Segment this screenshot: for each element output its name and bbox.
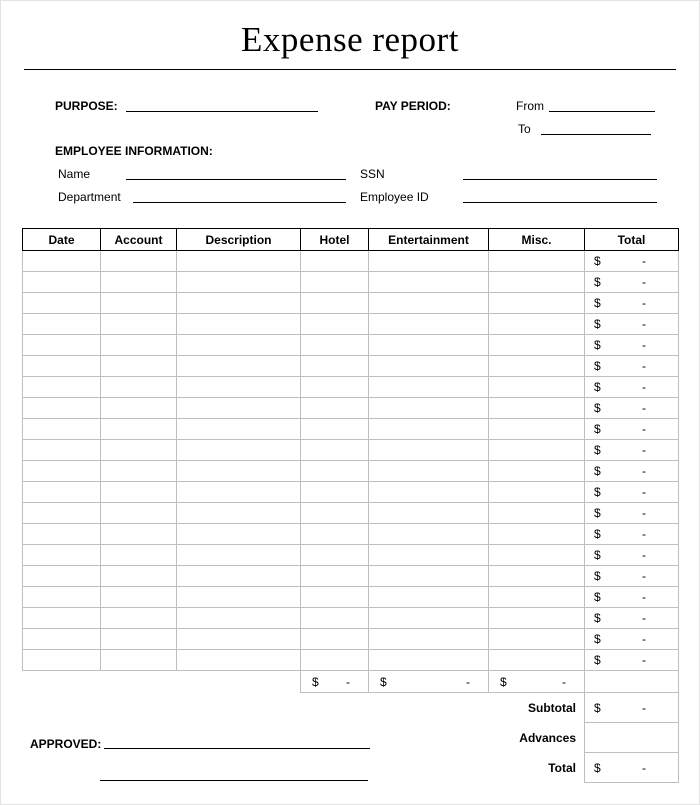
expense-row	[23, 566, 679, 587]
row-total-amount: -	[642, 401, 646, 415]
row-total-amount: -	[642, 653, 646, 667]
table-header-row	[23, 229, 679, 251]
expense-entry-cell[interactable]	[177, 587, 301, 608]
entertainment-total-cell	[369, 671, 489, 693]
subtotal-label: Subtotal	[528, 700, 576, 715]
department-label: Department	[58, 190, 121, 204]
expense-entry-cell[interactable]	[369, 377, 489, 398]
ssn-field[interactable]	[463, 164, 657, 180]
currency-symbol: $	[594, 700, 601, 715]
expense-entry-cell[interactable]	[177, 356, 301, 377]
expense-row	[23, 587, 679, 608]
row-total-cell	[585, 545, 679, 566]
expense-entry-cell[interactable]	[301, 503, 369, 524]
expense-entry-cell[interactable]	[489, 461, 585, 482]
expense-entry-cell[interactable]	[23, 608, 101, 629]
expense-entry-cell[interactable]	[301, 482, 369, 503]
expense-entry-cell[interactable]	[177, 377, 301, 398]
expense-entry-cell[interactable]	[101, 482, 177, 503]
currency-symbol: $	[594, 401, 601, 415]
row-total-cell	[585, 650, 679, 671]
expense-entry-cell[interactable]	[101, 524, 177, 545]
expense-entry-cell[interactable]	[489, 314, 585, 335]
expense-entry-cell[interactable]	[177, 461, 301, 482]
row-total-cell	[585, 482, 679, 503]
expense-entry-cell[interactable]	[369, 587, 489, 608]
expense-entry-cell[interactable]	[23, 272, 101, 293]
expense-entry-cell[interactable]	[489, 440, 585, 461]
expense-row	[23, 293, 679, 314]
employee-info-label: EMPLOYEE INFORMATION:	[55, 144, 213, 158]
approved-signature-field[interactable]	[104, 733, 370, 749]
expense-entry-cell[interactable]	[177, 524, 301, 545]
to-label: To	[518, 122, 531, 136]
subtotal-amount: -	[642, 700, 646, 715]
expense-entry-cell[interactable]	[23, 293, 101, 314]
subtotal-row	[23, 693, 679, 723]
row-total-amount: -	[642, 275, 646, 289]
grand-total-label: Total	[548, 760, 576, 775]
expense-entry-cell[interactable]	[301, 272, 369, 293]
currency-symbol: $	[312, 674, 319, 689]
expense-entry-cell[interactable]	[177, 503, 301, 524]
expense-entry-cell[interactable]	[301, 293, 369, 314]
currency-symbol: $	[594, 443, 601, 457]
row-total-cell	[585, 293, 679, 314]
expense-entry-cell[interactable]	[369, 524, 489, 545]
expense-entry-cell[interactable]	[369, 608, 489, 629]
expense-entry-cell[interactable]	[489, 650, 585, 671]
row-total-cell	[585, 335, 679, 356]
expense-entry-cell[interactable]	[301, 587, 369, 608]
expense-entry-cell[interactable]	[101, 545, 177, 566]
expense-entry-cell[interactable]	[489, 482, 585, 503]
row-total-amount: -	[642, 317, 646, 331]
expense-table-body	[23, 251, 679, 671]
expense-row	[23, 545, 679, 566]
expense-entry-cell[interactable]	[101, 293, 177, 314]
department-field[interactable]	[133, 187, 346, 203]
currency-symbol: $	[594, 611, 601, 625]
currency-symbol: $	[594, 380, 601, 394]
expense-row	[23, 251, 679, 272]
row-total-amount: -	[642, 569, 646, 583]
expense-entry-cell[interactable]	[301, 608, 369, 629]
expense-row	[23, 356, 679, 377]
expense-entry-cell[interactable]	[23, 356, 101, 377]
hotel-total-amount: -	[346, 674, 350, 689]
expense-entry-cell[interactable]	[23, 251, 101, 272]
expense-entry-cell[interactable]	[23, 335, 101, 356]
expense-entry-cell[interactable]	[489, 608, 585, 629]
expense-entry-cell[interactable]	[23, 650, 101, 671]
expense-entry-cell[interactable]	[23, 503, 101, 524]
row-total-amount: -	[642, 380, 646, 394]
currency-symbol: $	[594, 485, 601, 499]
expense-entry-cell[interactable]	[489, 356, 585, 377]
row-total-cell	[585, 587, 679, 608]
header-total: Total	[585, 229, 679, 251]
expense-entry-cell[interactable]	[101, 440, 177, 461]
row-total-amount: -	[642, 632, 646, 646]
currency-symbol: $	[594, 464, 601, 478]
row-total-amount: -	[642, 548, 646, 562]
expense-row	[23, 629, 679, 650]
expense-entry-cell[interactable]	[23, 377, 101, 398]
expense-entry-cell[interactable]	[23, 314, 101, 335]
row-total-amount: -	[642, 611, 646, 625]
expense-entry-cell[interactable]	[369, 545, 489, 566]
expense-entry-cell[interactable]	[301, 251, 369, 272]
expense-entry-cell[interactable]	[101, 650, 177, 671]
expense-entry-cell[interactable]	[101, 608, 177, 629]
expense-entry-cell[interactable]	[177, 419, 301, 440]
expense-entry-cell[interactable]	[101, 587, 177, 608]
expense-entry-cell[interactable]	[369, 272, 489, 293]
currency-symbol: $	[594, 527, 601, 541]
expense-row	[23, 608, 679, 629]
expense-entry-cell[interactable]	[23, 398, 101, 419]
expense-entry-cell[interactable]	[301, 335, 369, 356]
row-total-cell	[585, 398, 679, 419]
expense-entry-cell[interactable]	[301, 650, 369, 671]
expense-entry-cell[interactable]	[23, 524, 101, 545]
expense-entry-cell[interactable]	[301, 314, 369, 335]
expense-entry-cell[interactable]	[301, 545, 369, 566]
expense-entry-cell[interactable]	[101, 398, 177, 419]
header-date: Date	[23, 229, 101, 251]
employee-id-label: Employee ID	[360, 190, 429, 204]
expense-entry-cell[interactable]	[369, 461, 489, 482]
row-total-amount: -	[642, 338, 646, 352]
approved-label: APPROVED:	[30, 737, 102, 751]
expense-table	[22, 228, 679, 783]
currency-symbol: $	[594, 296, 601, 310]
expense-entry-cell[interactable]	[177, 566, 301, 587]
expense-entry-cell[interactable]	[489, 293, 585, 314]
row-total-cell	[585, 503, 679, 524]
expense-entry-cell[interactable]	[23, 440, 101, 461]
expense-row	[23, 335, 679, 356]
expense-entry-cell[interactable]	[101, 419, 177, 440]
advances-label: Advances	[519, 730, 576, 745]
expense-entry-cell[interactable]	[177, 650, 301, 671]
expense-entry-cell[interactable]	[101, 503, 177, 524]
expense-entry-cell[interactable]	[101, 377, 177, 398]
expense-row	[23, 461, 679, 482]
subtotal-cell	[585, 693, 679, 723]
row-total-amount: -	[642, 464, 646, 478]
expense-entry-cell[interactable]	[489, 377, 585, 398]
expense-entry-cell[interactable]	[369, 440, 489, 461]
expense-entry-cell[interactable]	[177, 335, 301, 356]
row-total-cell	[585, 251, 679, 272]
row-total-amount: -	[642, 296, 646, 310]
row-total-cell	[585, 461, 679, 482]
misc-total-cell	[489, 671, 585, 693]
column-totals-spacer	[23, 671, 301, 693]
expense-row	[23, 524, 679, 545]
expense-entry-cell[interactable]	[369, 314, 489, 335]
page-title: Expense report	[241, 20, 459, 59]
row-total-cell	[585, 314, 679, 335]
header-description: Description	[177, 229, 301, 251]
expense-entry-cell[interactable]	[489, 629, 585, 650]
row-total-amount: -	[642, 443, 646, 457]
expense-row	[23, 650, 679, 671]
expense-entry-cell[interactable]	[489, 419, 585, 440]
expense-entry-cell[interactable]	[301, 419, 369, 440]
expense-entry-cell[interactable]	[101, 335, 177, 356]
expense-entry-cell[interactable]	[177, 251, 301, 272]
row-total-cell	[585, 419, 679, 440]
expense-entry-cell[interactable]	[369, 356, 489, 377]
currency-symbol: $	[500, 674, 507, 689]
to-field[interactable]	[541, 119, 651, 135]
misc-total-amount: -	[562, 674, 566, 689]
purpose-field[interactable]	[126, 96, 318, 112]
header-account: Account	[101, 229, 177, 251]
grand-total-cell	[585, 753, 679, 783]
expense-entry-cell[interactable]	[369, 251, 489, 272]
ssn-label: SSN	[360, 167, 385, 181]
approved-signature-field-2[interactable]	[100, 765, 368, 781]
row-total-amount: -	[642, 422, 646, 436]
header-misc: Misc.	[489, 229, 585, 251]
expense-entry-cell[interactable]	[301, 398, 369, 419]
currency-symbol: $	[594, 569, 601, 583]
expense-entry-cell[interactable]	[101, 314, 177, 335]
expense-entry-cell[interactable]	[177, 545, 301, 566]
expense-entry-cell[interactable]	[489, 566, 585, 587]
expense-entry-cell[interactable]	[369, 335, 489, 356]
expense-entry-cell[interactable]	[23, 419, 101, 440]
expense-entry-cell[interactable]	[101, 566, 177, 587]
currency-symbol: $	[380, 674, 387, 689]
name-field[interactable]	[126, 164, 346, 180]
expense-entry-cell[interactable]	[369, 293, 489, 314]
expense-entry-cell[interactable]	[177, 440, 301, 461]
expense-entry-cell[interactable]	[101, 629, 177, 650]
expense-row	[23, 419, 679, 440]
hotel-total-cell	[301, 671, 369, 693]
expense-row	[23, 440, 679, 461]
row-total-amount: -	[642, 590, 646, 604]
currency-symbol: $	[594, 506, 601, 520]
expense-row	[23, 272, 679, 293]
expense-entry-cell[interactable]	[301, 440, 369, 461]
row-total-cell	[585, 377, 679, 398]
currency-symbol: $	[594, 422, 601, 436]
expense-entry-cell[interactable]	[101, 251, 177, 272]
expense-entry-cell[interactable]	[23, 566, 101, 587]
currency-symbol: $	[594, 254, 601, 268]
expense-entry-cell[interactable]	[369, 482, 489, 503]
row-total-cell	[585, 566, 679, 587]
row-total-cell	[585, 524, 679, 545]
expense-row	[23, 314, 679, 335]
currency-symbol: $	[594, 653, 601, 667]
row-total-cell	[585, 272, 679, 293]
from-label: From	[516, 99, 544, 113]
expense-entry-cell[interactable]	[489, 587, 585, 608]
column-totals-row	[23, 671, 679, 693]
expense-entry-cell[interactable]	[177, 272, 301, 293]
expense-entry-cell[interactable]	[177, 293, 301, 314]
header-hotel: Hotel	[301, 229, 369, 251]
expense-entry-cell[interactable]	[369, 398, 489, 419]
expense-entry-cell[interactable]	[301, 524, 369, 545]
totals-row-empty-cell	[585, 671, 679, 693]
from-field[interactable]	[549, 96, 655, 112]
currency-symbol: $	[594, 632, 601, 646]
expense-entry-cell[interactable]	[177, 482, 301, 503]
expense-entry-cell[interactable]	[23, 629, 101, 650]
expense-entry-cell[interactable]	[369, 419, 489, 440]
row-total-cell	[585, 608, 679, 629]
header-entertainment: Entertainment	[369, 229, 489, 251]
grand-total-amount: -	[642, 760, 646, 775]
name-label: Name	[58, 167, 91, 181]
expense-entry-cell[interactable]	[101, 461, 177, 482]
expense-entry-cell[interactable]	[177, 629, 301, 650]
expense-row	[23, 398, 679, 419]
expense-entry-cell[interactable]	[369, 650, 489, 671]
currency-symbol: $	[594, 359, 601, 373]
expense-entry-cell[interactable]	[489, 398, 585, 419]
row-total-amount: -	[642, 506, 646, 520]
expense-entry-cell[interactable]	[369, 629, 489, 650]
expense-entry-cell[interactable]	[489, 545, 585, 566]
advances-cell[interactable]	[585, 723, 679, 753]
expense-entry-cell[interactable]	[101, 272, 177, 293]
title-divider	[24, 69, 676, 70]
expense-entry-cell[interactable]	[301, 566, 369, 587]
purpose-label: PURPOSE:	[55, 99, 118, 113]
expense-entry-cell[interactable]	[489, 272, 585, 293]
currency-symbol: $	[594, 760, 601, 775]
expense-row	[23, 482, 679, 503]
employee-id-field[interactable]	[463, 187, 657, 203]
row-total-cell	[585, 440, 679, 461]
row-total-amount: -	[642, 485, 646, 499]
currency-symbol: $	[594, 590, 601, 604]
pay-period-label: PAY PERIOD:	[375, 99, 451, 113]
expense-entry-cell[interactable]	[489, 503, 585, 524]
expense-entry-cell[interactable]	[23, 545, 101, 566]
expense-entry-cell[interactable]	[301, 377, 369, 398]
currency-symbol: $	[594, 338, 601, 352]
expense-entry-cell[interactable]	[489, 524, 585, 545]
currency-symbol: $	[594, 275, 601, 289]
row-total-cell	[585, 356, 679, 377]
row-total-amount: -	[642, 254, 646, 268]
expense-entry-cell[interactable]	[23, 587, 101, 608]
expense-entry-cell[interactable]	[369, 503, 489, 524]
row-total-amount: -	[642, 359, 646, 373]
row-total-cell	[585, 629, 679, 650]
currency-symbol: $	[594, 548, 601, 562]
expense-entry-cell[interactable]	[177, 314, 301, 335]
expense-entry-cell[interactable]	[489, 335, 585, 356]
expense-row	[23, 503, 679, 524]
expense-row	[23, 377, 679, 398]
expense-entry-cell[interactable]	[301, 629, 369, 650]
expense-entry-cell[interactable]	[23, 482, 101, 503]
currency-symbol: $	[594, 317, 601, 331]
expense-entry-cell[interactable]	[301, 461, 369, 482]
expense-entry-cell[interactable]	[177, 608, 301, 629]
row-total-amount: -	[642, 527, 646, 541]
expense-entry-cell[interactable]	[23, 461, 101, 482]
expense-entry-cell[interactable]	[489, 251, 585, 272]
expense-entry-cell[interactable]	[101, 356, 177, 377]
entertainment-total-amount: -	[466, 674, 470, 689]
expense-entry-cell[interactable]	[177, 398, 301, 419]
expense-entry-cell[interactable]	[369, 566, 489, 587]
expense-entry-cell[interactable]	[301, 356, 369, 377]
